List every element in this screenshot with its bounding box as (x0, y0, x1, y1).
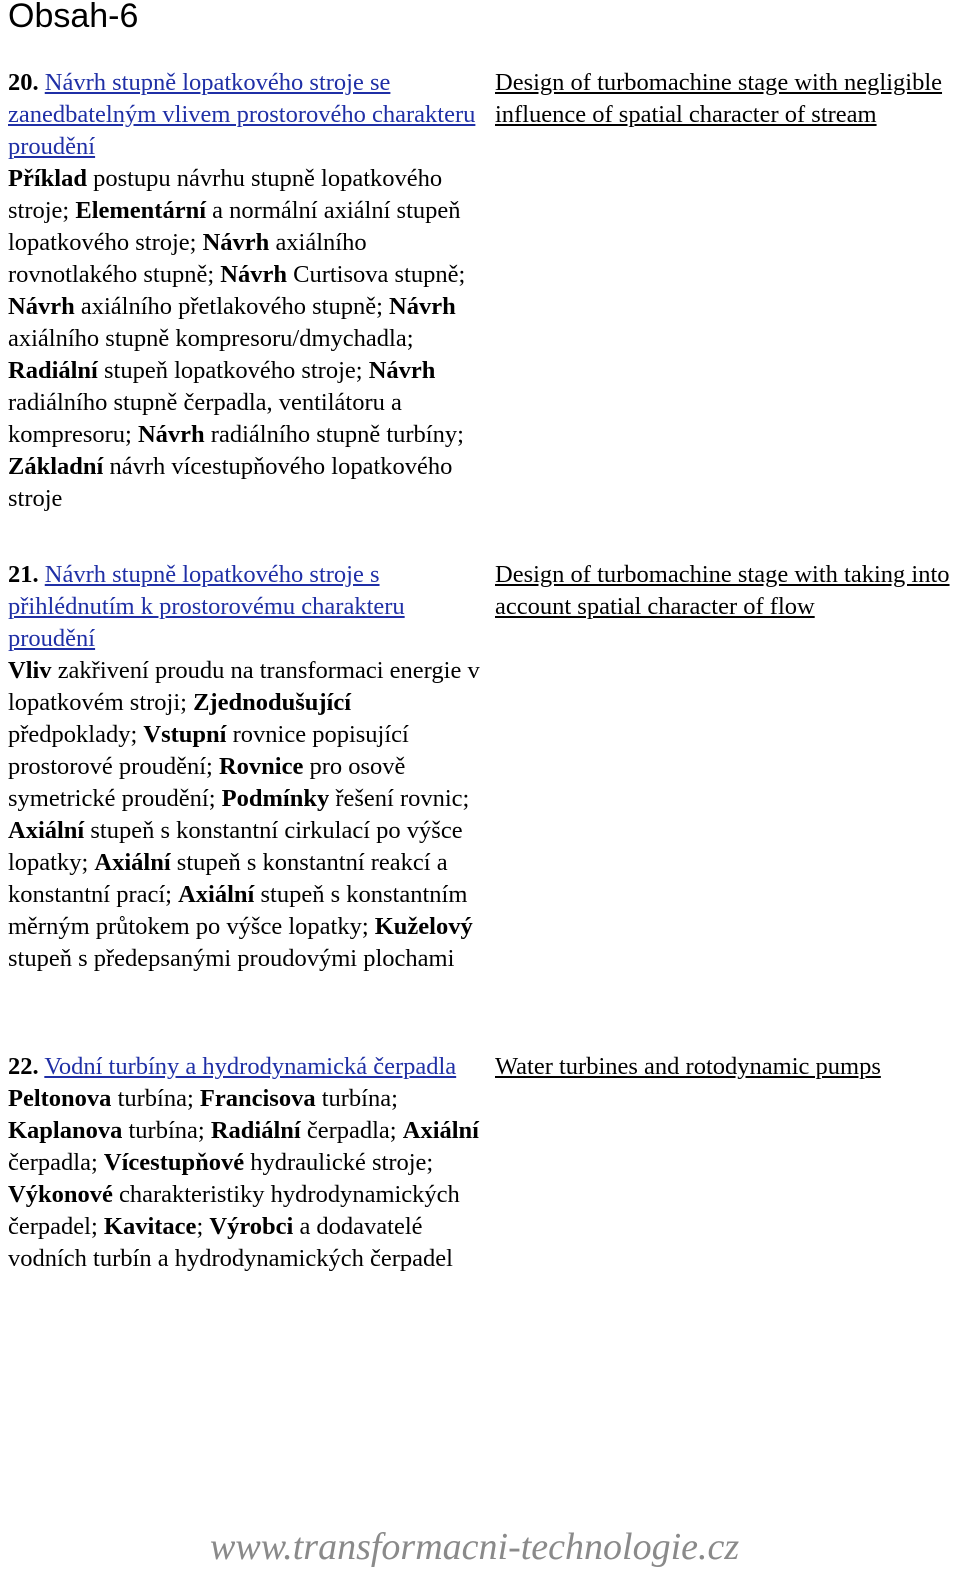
entry-number: 20. (8, 69, 39, 96)
entry-en-column (495, 559, 957, 623)
topic-text: a normální axiální stupeň lopatkového stroje; (8, 197, 461, 256)
topic-keyword: Návrh (137, 421, 205, 448)
topic-keyword: Výrobci (209, 1213, 294, 1240)
entry-english-title-link[interactable]: Design of turbomachine stage with taking into account spatial character of flow (495, 561, 950, 620)
topic-text: návrh vícestupňového lopatkového stroje (8, 453, 453, 512)
topic-keyword: Axiální (402, 1117, 479, 1144)
topic-keyword: Peltonova (8, 1085, 112, 1112)
entry-en-column (495, 67, 957, 131)
topic-text: axiálního rovnotlakého stupně; (8, 229, 367, 288)
topic-keyword: Rovnice (218, 753, 304, 780)
topic-text: charakteristiky hydrodynamických čerpadel; (8, 1181, 460, 1240)
topic-text: čerpadla; (300, 1117, 403, 1144)
entry-en-column (495, 1051, 957, 1083)
topic-text: axiálního přetlakového stupně; (74, 293, 390, 320)
entry-english-title-link[interactable]: Design of turbomachine stage with negligible influence of spatial character of stream (495, 69, 943, 128)
topic-keyword: Vícestupňové (103, 1149, 245, 1176)
topic-keyword: Zjednodušující (193, 689, 352, 716)
entry-cz-column (8, 559, 483, 975)
topic-text: stupeň lopatkového stroje; (97, 357, 369, 384)
topic-text: stupeň s předepsanými proudovými plochami (8, 945, 455, 972)
topic-keyword: Radiální (210, 1117, 301, 1144)
topic-keyword: Příklad (8, 165, 87, 192)
topic-keyword: Podmínky (221, 785, 330, 812)
topic-text: stupeň s konstantním měrným průtokem po výšce lopatky; (8, 881, 468, 940)
entry-cz-column (8, 1051, 483, 1275)
topic-text: turbína; (315, 1085, 398, 1112)
topic-keyword: Návrh (202, 229, 270, 256)
topic-keyword: Kavitace (103, 1213, 197, 1240)
topic-keyword: Kaplanova (8, 1117, 123, 1144)
topic-keyword: Axiální (94, 849, 171, 876)
topic-text: pro osově symetrické proudění; (8, 753, 406, 812)
topic-text: radiálního stupně čerpadla, ventilátoru a kompresoru; (8, 389, 402, 448)
topic-text: stupeň s konstantní reakcí a konstantní prací; (8, 849, 448, 908)
page-title: Obsah-6 (8, 0, 139, 35)
topic-text: axiálního stupně kompresoru/dmychadla; (8, 325, 414, 352)
topic-keyword: Axiální (178, 881, 255, 908)
topic-keyword: Výkonové (8, 1181, 113, 1208)
topic-keyword: Radiální (8, 357, 98, 384)
topic-text: zakřivení proudu na transformaci energie v lopatkovém stroji; (8, 657, 480, 716)
topic-keyword: Kuželový (374, 913, 473, 940)
topic-keyword: Návrh (8, 293, 75, 320)
topic-text: řešení rovnic; (329, 785, 470, 812)
entry-cz-column (8, 67, 483, 515)
entry-title-link[interactable]: Vodní turbíny a hydrodynamická čerpadla (44, 1053, 457, 1080)
topic-keyword: Základní (8, 453, 104, 480)
topic-text: ; (196, 1213, 210, 1240)
topic-keyword: Elementární (75, 197, 207, 224)
topic-text: turbína; (122, 1117, 211, 1144)
topic-text: stupeň s konstantní cirkulací po výšce lopatky; (8, 817, 463, 876)
footer-website-url: www.transformacni-technologie.cz (210, 1526, 740, 1568)
topic-text: turbína; (111, 1085, 200, 1112)
topic-keyword: Návrh (389, 293, 456, 320)
topic-keyword: Vliv (8, 657, 52, 684)
topic-text: Curtisova stupně; (287, 261, 466, 288)
entry-number: 21. (8, 561, 39, 588)
topic-text: radiálního stupně turbíny; (204, 421, 464, 448)
topic-text: čerpadla; (8, 1149, 104, 1176)
topic-text: předpoklady; (8, 721, 144, 748)
topic-text: a dodavatelé vodních turbín a hydrodynamických čerpadel (8, 1213, 453, 1272)
topic-text: hydraulické stroje; (244, 1149, 434, 1176)
topic-keyword: Francisova (199, 1085, 316, 1112)
topic-keyword: Návrh (368, 357, 436, 384)
entry-number: 22. (8, 1053, 39, 1080)
topic-keyword: Návrh (220, 261, 287, 288)
topic-text: postupu návrhu stupně lopatkového stroje; (8, 165, 443, 224)
topic-keyword: Axiální (8, 817, 85, 844)
entry-topics (8, 655, 483, 975)
entry-title-link[interactable]: Návrh stupně lopatkového stroje s přihlédnutím k prostorovému charakteru proudění (8, 561, 405, 652)
entry-title-link[interactable]: Návrh stupně lopatkového stroje se zanedbatelným vlivem prostorového charakteru proudění (8, 69, 476, 160)
topic-keyword: Vstupní (143, 721, 227, 748)
entry-english-title-link[interactable]: Water turbines and rotodynamic pumps (495, 1053, 881, 1080)
topic-text: rovnice popisující prostorové proudění; (8, 721, 409, 780)
entry-topics (8, 1083, 483, 1275)
entry-topics (8, 163, 483, 515)
